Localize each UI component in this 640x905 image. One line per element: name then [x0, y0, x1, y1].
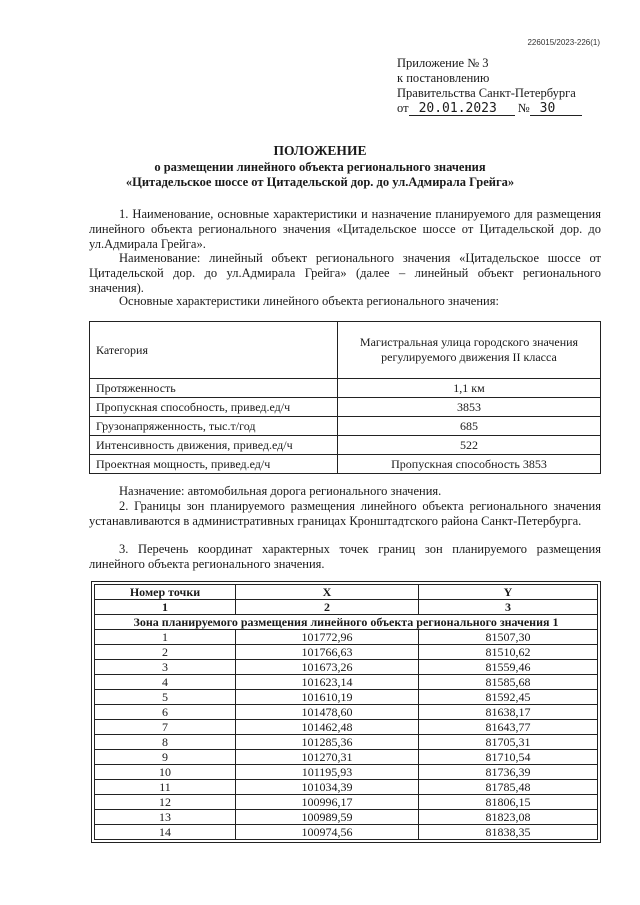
column-header-y: Y: [419, 585, 598, 600]
point-number-cell: 14: [95, 825, 236, 840]
number-prefix: №: [517, 101, 530, 115]
y-coordinate-cell: 81643,77: [419, 720, 598, 735]
point-number-cell: 2: [95, 645, 236, 660]
x-coordinate-cell: 101673,26: [236, 660, 419, 675]
table-cell-label: Пропускная способность, привед.ед/ч: [90, 398, 338, 417]
table-cell-label: Грузонапряженность, тыс.т/год: [90, 417, 338, 436]
table-row: [90, 436, 601, 455]
table-cell-value: Пропускная способность 3853: [338, 455, 601, 474]
characteristics-table: [89, 321, 601, 474]
handwritten-date: 20.01.2023: [409, 102, 515, 116]
column-number: 1: [95, 600, 236, 615]
table-row: [95, 660, 598, 675]
coordinate-rows: [95, 630, 598, 840]
point-number-cell: 4: [95, 675, 236, 690]
subtitle-line-2: «Цитадельское шоссе от Цитадельской дор. до ул.Адмирала Грейга»: [125, 175, 515, 189]
zone-title: Зона планируемого размещения линейного объекта регионального значения 1: [95, 615, 598, 630]
table-row: [95, 825, 598, 840]
paragraph-6: 3. Перечень координат характерных точек границ зон планируемого размещения линейного объекта регионального значения.: [89, 542, 601, 571]
x-coordinate-cell: 101610,19: [236, 690, 419, 705]
column-number: 3: [419, 600, 598, 615]
appendix-line-2: к постановлению: [397, 71, 490, 85]
point-number-cell: 13: [95, 810, 236, 825]
table-cell-label: Категория: [90, 322, 338, 379]
point-number-cell: 3: [95, 660, 236, 675]
point-number-cell: 5: [95, 690, 236, 705]
document-id: 226015/2023-226(1): [527, 38, 600, 47]
table-cell-label: Проектная мощность, привед.ед/ч: [90, 455, 338, 474]
y-coordinate-cell: 81710,54: [419, 750, 598, 765]
y-coordinate-cell: 81823,08: [419, 810, 598, 825]
y-coordinate-cell: 81559,46: [419, 660, 598, 675]
y-coordinate-cell: 81806,15: [419, 795, 598, 810]
table-cell-value: 1,1 км: [338, 379, 601, 398]
x-coordinate-cell: 101462,48: [236, 720, 419, 735]
point-number-cell: 6: [95, 705, 236, 720]
x-coordinate-cell: 101772,96: [236, 630, 419, 645]
table-header-row: [95, 585, 598, 600]
paragraph-5: 2. Границы зон планируемого размещения линейного объекта регионального значения устанавливаются в административных границах Кронштадтского района Санкт-Петербурга.: [89, 499, 601, 528]
point-number-cell: 8: [95, 735, 236, 750]
x-coordinate-cell: 101623,14: [236, 675, 419, 690]
y-coordinate-cell: 81585,68: [419, 675, 598, 690]
table-row: [95, 750, 598, 765]
column-header-point: Номер точки: [95, 585, 236, 600]
table-row: [90, 379, 601, 398]
table-row: [95, 705, 598, 720]
y-coordinate-cell: 81785,48: [419, 780, 598, 795]
table-cell-value: 522: [338, 436, 601, 455]
point-number-cell: 10: [95, 765, 236, 780]
table-cell-value: 685: [338, 417, 601, 436]
subtitle-line-1: о размещении линейного объекта регионального значения: [154, 160, 486, 174]
table-row: [95, 765, 598, 780]
appendix-line-1: Приложение № 3: [397, 56, 489, 70]
point-number-cell: 12: [95, 795, 236, 810]
x-coordinate-cell: 101285,36: [236, 735, 419, 750]
table-row: [90, 417, 601, 436]
date-prefix: от: [397, 101, 409, 115]
table-cell-value: 3853: [338, 398, 601, 417]
table-row: [95, 795, 598, 810]
page-title: ПОЛОЖЕНИЕ: [273, 143, 367, 158]
y-coordinate-cell: 81510,62: [419, 645, 598, 660]
column-number-row: [95, 600, 598, 615]
x-coordinate-cell: 101478,60: [236, 705, 419, 720]
table-row: [95, 675, 598, 690]
table-row: [90, 455, 601, 474]
x-coordinate-cell: 100974,56: [236, 825, 419, 840]
handwritten-number: 30: [530, 102, 582, 116]
coordinates-table: [94, 584, 598, 840]
table-row: [95, 645, 598, 660]
x-coordinate-cell: 100996,17: [236, 795, 419, 810]
appendix-block: [397, 56, 582, 116]
table-cell-label: Протяженность: [90, 379, 338, 398]
x-coordinate-cell: 100989,59: [236, 810, 419, 825]
table-row: [95, 735, 598, 750]
y-coordinate-cell: 81592,45: [419, 690, 598, 705]
table-row: [95, 720, 598, 735]
paragraph-2: Наименование: линейный объект регионального значения «Цитадельское шоссе от Цитадельской дор. до ул.Адмирала Грейга» (далее – линейный объект регионального значения).: [89, 251, 601, 295]
paragraph-4: Назначение: автомобильная дорога регионального значения.: [119, 484, 442, 498]
x-coordinate-cell: 101034,39: [236, 780, 419, 795]
zone-title-row: [95, 615, 598, 630]
appendix-date-line: [397, 101, 582, 116]
table-row: [90, 398, 601, 417]
column-header-x: X: [236, 585, 419, 600]
y-coordinate-cell: 81705,31: [419, 735, 598, 750]
x-coordinate-cell: 101270,31: [236, 750, 419, 765]
point-number-cell: 11: [95, 780, 236, 795]
y-coordinate-cell: 81736,39: [419, 765, 598, 780]
paragraph-3: Основные характеристики линейного объекта регионального значения:: [119, 294, 499, 308]
appendix-line-3: Правительства Санкт-Петербурга: [397, 86, 576, 100]
table-cell-value: Магистральная улица городского значения регулируемого движения II класса: [338, 322, 601, 379]
y-coordinate-cell: 81507,30: [419, 630, 598, 645]
x-coordinate-cell: 101195,93: [236, 765, 419, 780]
column-number: 2: [236, 600, 419, 615]
y-coordinate-cell: 81838,35: [419, 825, 598, 840]
point-number-cell: 7: [95, 720, 236, 735]
point-number-cell: 1: [95, 630, 236, 645]
paragraph-1: 1. Наименование, основные характеристики и назначение планируемого для размещения линейного объекта регионального значения «Цитадельское шоссе от Цитадельской дор. до ул.Адмирала Грейга».: [89, 207, 601, 251]
table-row: [90, 322, 601, 379]
table-row: [95, 630, 598, 645]
table-cell-label: Интенсивность движения, привед.ед/ч: [90, 436, 338, 455]
y-coordinate-cell: 81638,17: [419, 705, 598, 720]
table-row: [95, 690, 598, 705]
point-number-cell: 9: [95, 750, 236, 765]
table-row: [95, 810, 598, 825]
table-row: [95, 780, 598, 795]
x-coordinate-cell: 101766,63: [236, 645, 419, 660]
